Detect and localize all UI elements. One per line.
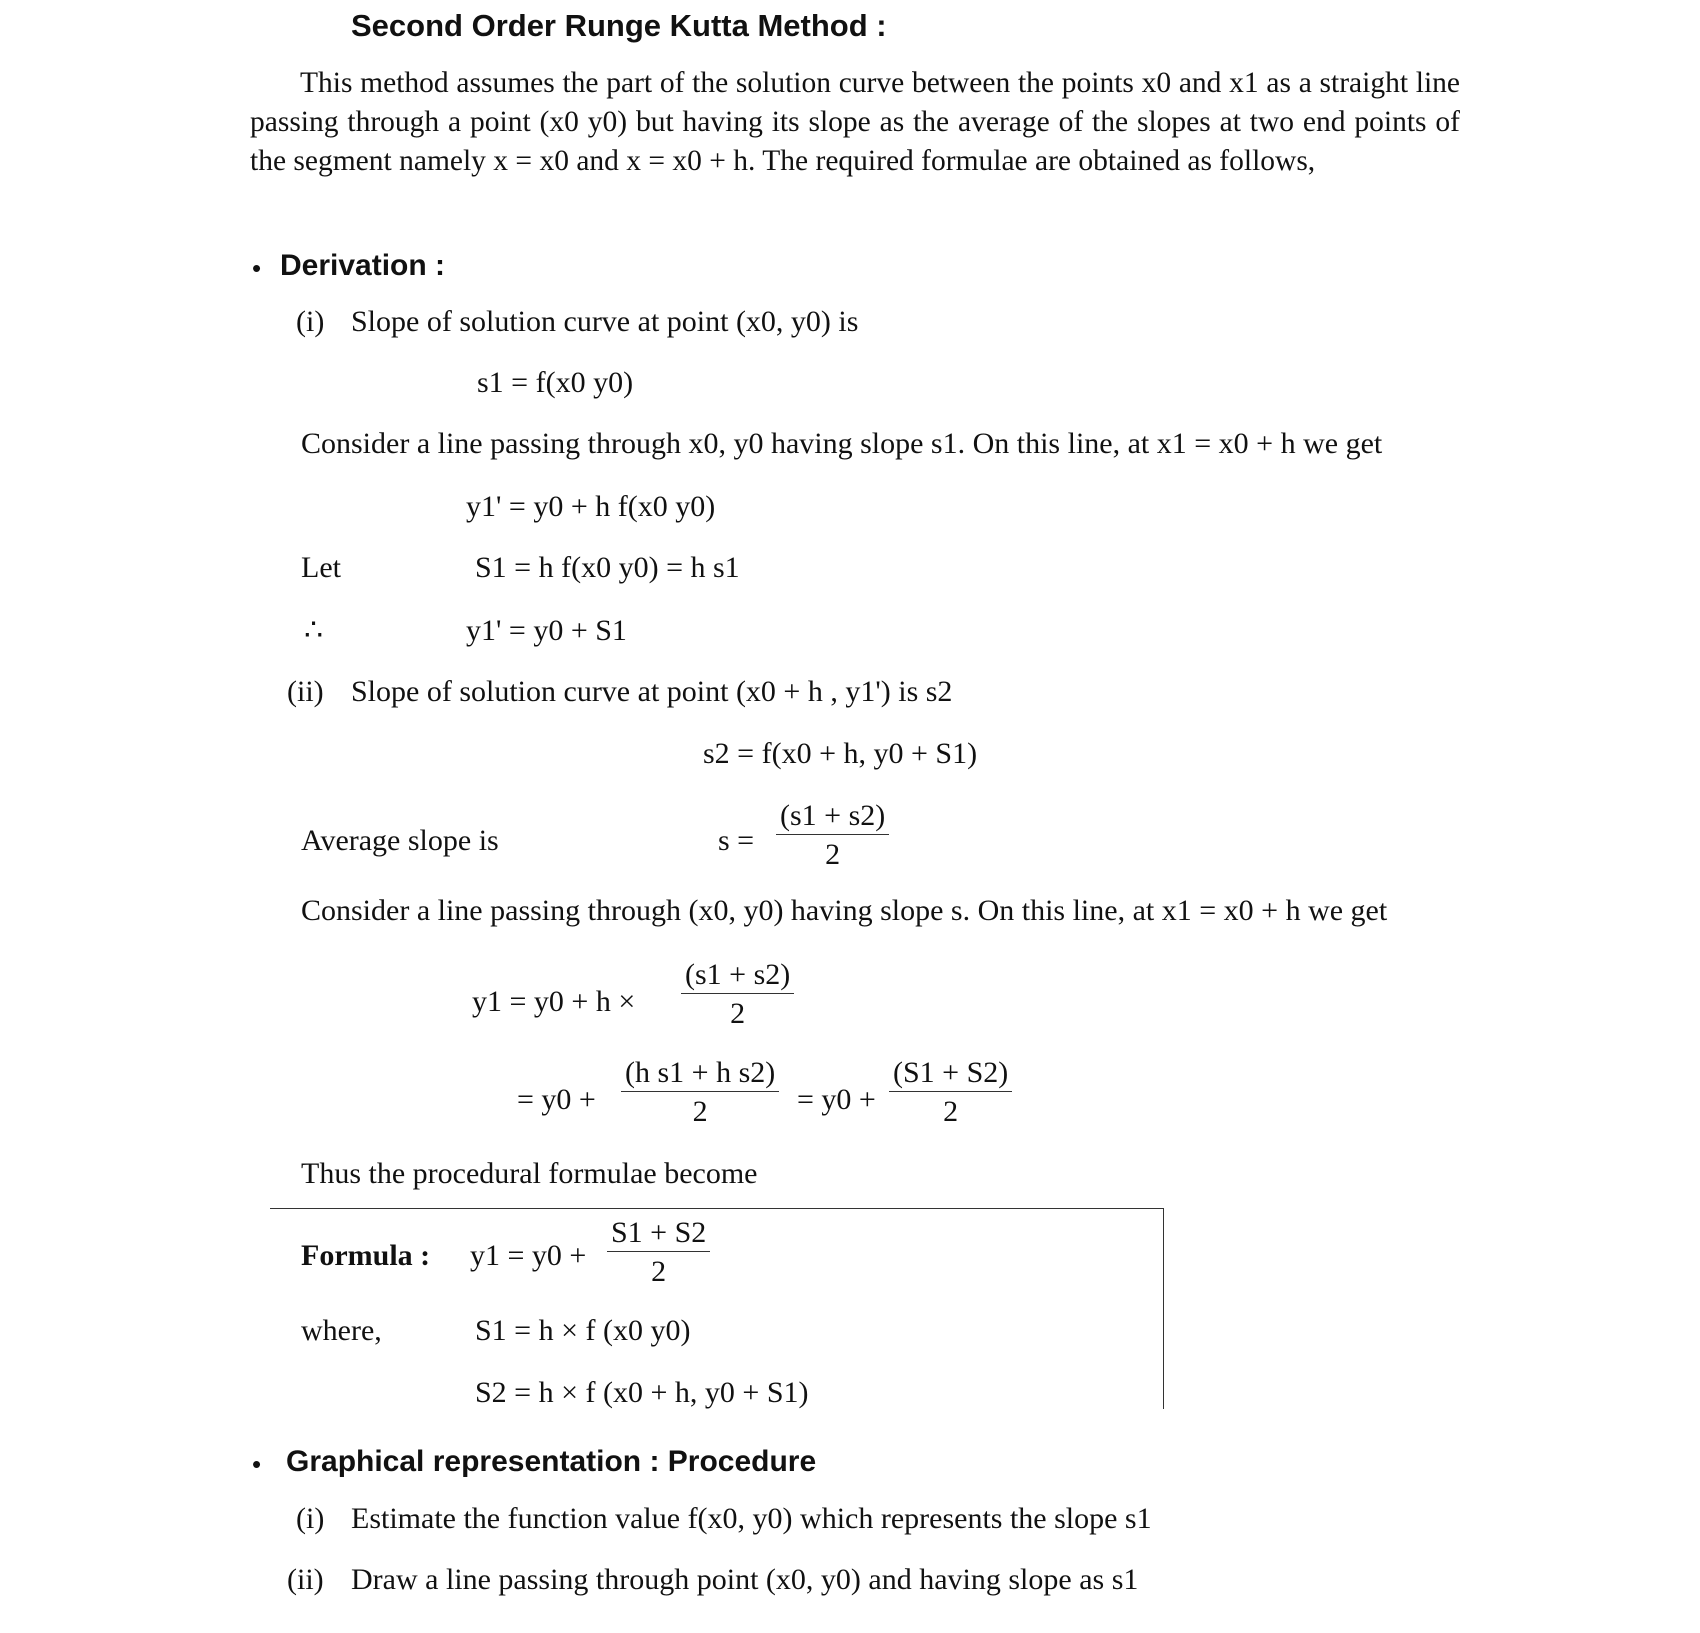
- fraction-denominator: 2: [651, 1255, 667, 1288]
- fraction-numerator: (h s1 + h s2): [621, 1055, 779, 1092]
- graphical-heading: Graphical representation : Procedure: [286, 1445, 817, 1478]
- fraction-hs-sum: [621, 1055, 779, 1130]
- consider-line-2: Consider a line passing through (x0, y0) having slope s. On this line, at x1 = x0 + h we get: [301, 894, 1388, 927]
- page-title: Second Order Runge Kutta Method :: [351, 8, 887, 43]
- equation-y1-lhs: y1 = y0 + h ×: [472, 985, 636, 1018]
- fraction-h-times-slope: [681, 957, 794, 1032]
- equation-y1b-lhs: = y0 +: [517, 1083, 596, 1116]
- fraction-denominator: 2: [943, 1095, 959, 1128]
- fraction-average-slope: [776, 798, 889, 873]
- let-label: Let: [301, 551, 341, 584]
- equation-S1-def: S1 = h f(x0 y0) = h s1: [475, 551, 740, 584]
- consider-line-1: Consider a line passing through x0, y0 having slope s1. On this line, at x1 = x0 + h we get: [301, 427, 1383, 460]
- equation-s1: s1 = f(x0 y0): [477, 366, 634, 399]
- fraction-numerator: (S1 + S2): [889, 1055, 1012, 1092]
- derivation-step2-text: Slope of solution curve at point (x0 + h , y1') is s2: [351, 675, 953, 708]
- formula-S1: S1 = h × f (x0 y0): [475, 1314, 691, 1347]
- thus-line: Thus the procedural formulae become: [301, 1157, 758, 1190]
- average-slope-label: Average slope is: [301, 824, 499, 857]
- formula-equation-lhs: y1 = y0 +: [470, 1239, 587, 1272]
- therefore-symbol: ∴: [304, 614, 324, 647]
- fraction-denominator: 2: [730, 997, 746, 1030]
- graphical-step2-label: (ii): [287, 1563, 324, 1596]
- formula-fraction: [607, 1215, 710, 1290]
- fraction-numerator: S1 + S2: [607, 1215, 710, 1252]
- formula-label: Formula :: [301, 1239, 431, 1272]
- derivation-step1-label: (i): [296, 305, 325, 338]
- fraction-denominator: 2: [825, 838, 841, 871]
- intro-text: This method assumes the part of the solution curve between the points x0 and x1 as a straight line passing through a point (x0 y0) but having its slope as the average of the slopes at two end points of the segment namely x = x0 and x = x0 + h. The required formulae are obtained as follows,: [250, 67, 1460, 177]
- where-label: where,: [301, 1314, 382, 1347]
- derivation-step1-text: Slope of solution curve at point (x0, y0) is: [351, 305, 859, 338]
- fraction-numerator: (s1 + s2): [681, 957, 794, 994]
- equation-s2: s2 = f(x0 + h, y0 + S1): [703, 737, 978, 770]
- graphical-step1-text: Estimate the function value f(x0, y0) which represents the slope s1: [351, 1502, 1152, 1535]
- fraction-denominator: 2: [692, 1095, 708, 1128]
- fraction-S-sum: [889, 1055, 1012, 1130]
- equation-y1c-mid: = y0 +: [797, 1083, 876, 1116]
- bullet-graphical: •: [252, 1449, 262, 1479]
- equation-y1-prime: y1' = y0 + h f(x0 y0): [466, 490, 716, 523]
- bullet-derivation: •: [252, 253, 262, 283]
- equation-y1-prime-S1: y1' = y0 + S1: [466, 614, 627, 647]
- intro-paragraph: [250, 64, 1460, 181]
- derivation-step2-label: (ii): [287, 675, 324, 708]
- graphical-step1-label: (i): [296, 1502, 325, 1535]
- fraction-numerator: (s1 + s2): [776, 798, 889, 835]
- graphical-step2-text: Draw a line passing through point (x0, y0) and having slope as s1: [351, 1563, 1139, 1596]
- equation-s-lhs: s =: [718, 824, 755, 857]
- derivation-heading: Derivation :: [280, 249, 446, 282]
- formula-S2: S2 = h × f (x0 + h, y0 + S1): [475, 1376, 809, 1409]
